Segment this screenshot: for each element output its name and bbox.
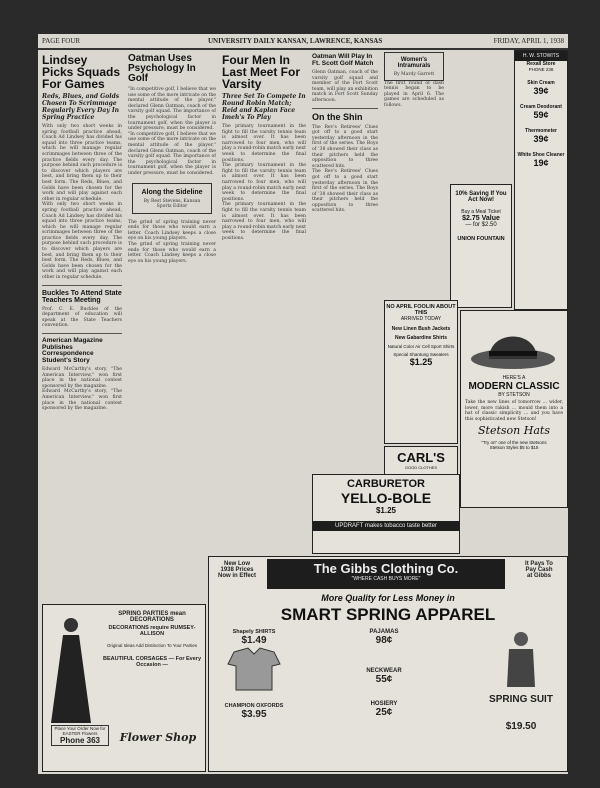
womens-box [384,52,444,81]
yello-bole-ad [312,474,460,554]
foolin-item-3: Natural Color Air Cell Sport Shirts [387,344,455,349]
column-1 [42,52,122,612]
union-fountain-ad [450,184,512,308]
gibbs-item-suit: SPRING SUIT [489,694,553,705]
oatmanpost-headline: Oatman Will Play In Ft. Scott Golf Match [312,53,374,67]
gibbs-left-3: Now in Effect [217,573,256,579]
stetson-by: BY STETSON [498,392,530,398]
union-line-1: 10% Saving If You Act Now! [455,191,507,203]
gibbs-right-1: It Pays To [525,561,553,567]
union-line-3: $2.75 Value [462,215,500,222]
flowers-sub: DECORATIONS require RUMSEY-ALLISON [108,625,196,637]
stowits-item-3: Thermometer [525,128,557,134]
lindsey-body: With only two short weeks in spring football practice ahead, Coach Ad Lindsey has divided his squad into three practice teams, which he will manage regular scrimmages between three of the practice fields every day. The purpose behind such procedure is to discover which players are best, and bring them up to their best form. The Reds, Blues, and Golds have been chosen for the work and will play against each other in regular schedule. [42,124,122,202]
gibbs-price-shirts: $1.49 [241,635,267,646]
foolin-item-1: New Linen Bush Jackets [391,326,451,332]
womens-headline: Women's Intramurals [397,57,431,69]
american-body-cont: Edward McCarthy's story, "The American Interview," won first place in the national contest sponsored by the magazine. [42,389,122,412]
masthead-title: UNIVERSITY DAILY KANSAN, LAWRENCE, KANSAS [208,37,383,45]
gibbs-price-neckwear: 55¢ [375,674,393,685]
carburetor-tag: UPDRAFT makes tobacco taste better [313,521,459,531]
gibbs-price-pajamas: 98¢ [375,635,393,646]
shirt-illustration [224,646,284,692]
shin-body: The Rev's Retirees' Clues got off to a good start yesterday afternoon in the first of the series. The Boys of '38 showed their class as their pitchers held the opposition to three scattered hits. [312,124,378,169]
fourmen-body-more: The primary tournament in the fight to fill the varsity tennis team is almost over. It has been narrowed to four men, who will play a round-robin match early next week to determine the final positions. [222,202,306,241]
sideline-body: The grind of spring training never ends for those who would earn a letter. Coach Lindsey keeps a close eye on his young players. [128,219,216,242]
oatman-headline: Oatman Uses Psychology In Golf [128,53,196,84]
stetson-body: Take the new lines of tomorrow ... wider, lower, more rakish ... mould them into a hat of classic simplicity ... and you have this sophisticated new Stetson! [465,400,563,422]
stowits-title: H. W. STOWITS [515,51,567,61]
foolin-title: NO APRIL FOOLIN ABOUT THIS [386,304,456,316]
gibbs-item-pajamas: PAJAMAS [369,629,399,635]
lindsey-headline: Lindsey Picks Squads For Games [42,53,121,91]
stetson-title: MODERN CLASSIC [468,381,560,392]
fourmen-body-cont: The primary tournament in the fight to fill the varsity tennis team is almost over. It has been narrowed to four men, who will play a round-robin match early next week to determine the final positions. [222,163,306,202]
column-4 [312,52,378,472]
sideline-headline: Along the Sideline [141,188,203,196]
stowits-price-3: 39¢ [533,134,549,144]
foolin-item-4: Special Shantung Sweaters [393,352,449,357]
fourmen-headline: Four Men In Last Meet For Varsity [222,53,301,91]
stowits-price-2: 59¢ [533,110,549,120]
sideline-box [132,183,212,214]
gibbs-slogan: "WHERE CASH BUYS MORE" [351,576,421,582]
column-5 [384,52,444,312]
rumsey-allison-ad [42,604,206,772]
womens-body: The first round of dash tennis began to be played in April 6. The games are scheduled as follows. [384,80,444,108]
buckles-headline: Buckles To Attend State Teachers Meeting [42,289,122,304]
gibbs-ad [208,556,568,772]
gibbs-item-shirts: Shapely SHIRTS [232,629,276,635]
gibbs-item-oxfords: CHAMPION OXFORDS [224,703,284,709]
flowers-title: SPRING PARTIES mean DECORATIONS [118,611,186,623]
american-headline: American Magazine Publishes Correspondence Student's Story [42,337,103,364]
gibbs-tagline: More Quality for Less Money in [321,593,455,603]
union-line-4: — for $2.50 [465,222,497,228]
gibbs-right-2: Pay Cash [525,567,553,573]
masthead-date: FRIDAY, APRIL 1, 1938 [493,37,564,45]
womens-byline: By Mardy Garrett [393,72,435,77]
column-2 [128,52,216,612]
gibbs-left-1: New Low [223,561,250,567]
shin-body-cont: The Rev's Retirees' Clues got off to a good start yesterday afternoon in the first of the series. The Boys of '38 showed their class as their pitchers held the opposition to three scattered hits. [312,169,378,214]
column-3 [222,52,306,612]
carburetor-line-2: YELLO-BOLE [340,490,432,506]
carls-tag: GOOD CLOTHES [404,465,438,470]
carls-name: CARL'S [397,450,445,465]
buckles-body: Prof. C. E. Buckles of the department of education will speak at the State Teachers convention. [42,306,122,329]
gibbs-left-2: 1938 Prices [220,567,254,573]
gibbs-name: The Gibbs Clothing Co. [313,561,459,576]
gibbs-price-suit: $19.50 [505,721,537,732]
dancer-illustration [47,613,97,733]
gibbs-item-hosiery: HOSIERY [370,701,398,707]
flowers-shop: Flower Shop [119,731,197,744]
oatman-body-cont: "In competitive golf, I believe that we use some of the more intricate on the mental attitude of the player," declared Glenn Oatman, coach of the varsity golf squad. The importance of the psychological factor in tournament golf, when the player is under pressure, must be considered. [128,131,216,176]
american-body: Edward McCarthy's story, "The American Interview," won first place in the national contest sponsored by the magazine. [42,367,122,389]
shin-headline: On the Shin [312,111,363,122]
masthead [38,34,568,50]
carburetor-price: $1.25 [375,506,397,515]
fourmen-body: The primary tournament in the fight to fill the varsity tennis team is almost over. It has been narrowed to four men, who will play a round-robin match early next week to determine the final positions. [222,124,306,163]
union-name: UNION FOUNTAIN [457,236,505,242]
flowers-line: Original Ideas Add Distinction To Your Parties [106,643,198,648]
carburetor-line-1: CARBURETOR [346,478,426,490]
union-line-2: Buy a Meal Ticket [461,209,501,215]
stowits-item-2: Cream Deodorant [520,104,562,110]
stowits-subtitle: Rexall Store [526,61,556,67]
flowers-corsage: BEAUTIFUL CORSAGES — For Every Occasion — [103,656,201,668]
stowits-phone: PHONE 238 [528,67,554,72]
stowits-price-1: 39¢ [533,86,549,96]
stetson-script: Stetson Hats [478,424,550,437]
foolin-price: $1.25 [409,357,433,367]
fourmen-subhead: Three Set To Compete In Round Robin Match; Reid and Kaplan Face Imeh's To Play [222,93,306,121]
sideline-body-cont: The grind of spring training never ends for those who would earn a letter. Coach Lindsey keeps a close eye on his young players. [128,242,216,264]
lindsey-body-cont: With only two short weeks in spring football practice ahead, Coach Ad Lindsey has divided his squad into three practice teams, which he will manage regular scrimmages between three of the practice fields every day. The purpose behind such procedure is to discover which players are best, and bring them up to their best form. The Reds, Blues, and Golds have been chosen for the work and will play against each other in regular schedule. [42,202,122,281]
suit-man-illustration [501,629,541,689]
gibbs-price-oxfords: $3.95 [241,709,267,720]
stowits-item-1: Skin Cream [527,80,555,86]
april-foolin-ad [384,300,458,444]
newspaper-page [38,34,568,774]
gibbs-price-hosiery: 25¢ [375,707,393,718]
gibbs-right-3: at Gibbs [526,573,551,579]
gibbs-headline: SMART SPRING APPAREL [280,605,496,624]
stowits-ad [514,50,568,310]
stetson-hat-illustration [461,311,565,375]
flowers-order: Place Your Order Now for EASTER Flowers [54,726,106,736]
stetson-head: HERE'S A [502,375,526,381]
oatman-body: "In competitive golf, I believe that we use some of the more intricate on the mental attitude of the player," declared Glenn Oatman, coach of the varsity golf squad. The importance of the psychological factor in tournament golf, when the player is under pressure, must be considered. [128,87,216,132]
stetson-ad [460,310,568,508]
foolin-item-2: New Gabardine Shirts [395,335,447,341]
foolin-subtitle: ARRIVED TODAY [400,316,442,322]
sideline-byline: By Rest Stevens, Kansan Sports Editor [143,198,201,210]
page-number: PAGE FOUR [42,37,81,45]
oatmanpost-body: Glenn Oatman, coach of the varsity golf squad and member of the Fort Scott team, will play an exhibition match in Fort Scott Sunday afternoon. [312,70,378,103]
lindsey-subhead: Reds, Blues, and Golds Chosen To Scrimmage Regularly Every Day In Spring Practice [42,93,120,121]
stetson-price: Stetson Styles $5 to $15 [489,445,539,450]
gibbs-item-neckwear: NECKWEAR [366,668,402,674]
stowits-price-4: 19¢ [533,158,549,168]
stowits-item-4: White Shoe Cleaner [517,152,565,158]
flowers-phone: Phone 363 [59,736,100,745]
stetson-try: "Try on" one of the new Stetsons [481,440,547,445]
